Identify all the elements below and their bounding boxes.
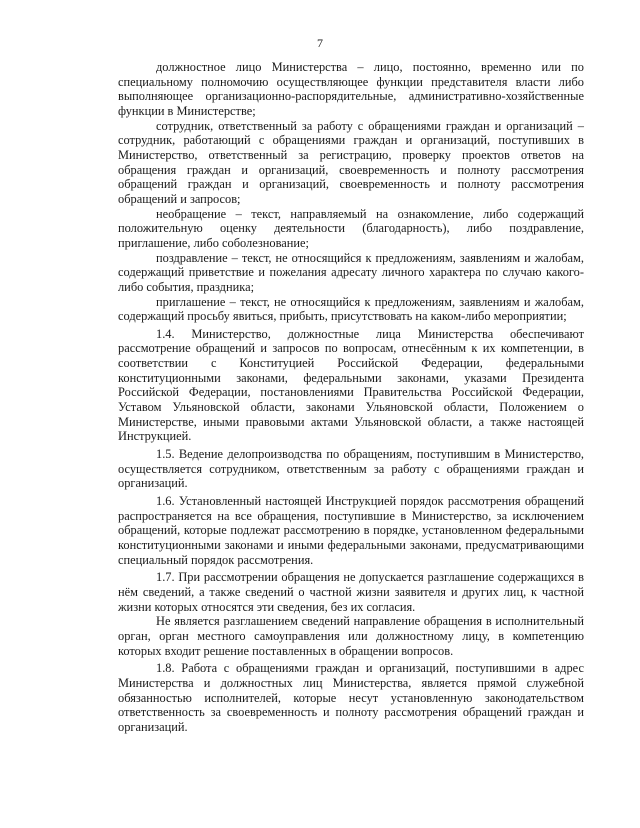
clause-1-8: 1.8. Работа с обращениями граждан и организаций, поступившими в адрес Министерства и должностных лиц Министерства, является прямой служебной обязанностью исполнителей, которые несут установленную законодательством ответственность за своевременность и полноту рассмотрения обращений граждан и организаций. [118,661,584,734]
clause-1-4: 1.4. Министерство, должностные лица Министерства обеспечивают рассмотрение обращений и запросов по вопросам, отнесённым к их компетенции, в соответствии с Конституцией Российской Федерации, федеральными конституционными законами, федеральными законами, указами Президента Российской Федерации, постановлениями Правительства Российской Федерации, Уставом Ульяновской области, законами Ульяновской области, Положением о Министерстве, иными правовыми актами Ульяновской области, а также настоящей Инструкцией. [118,326,584,444]
page-number: 7 [317,36,323,50]
definition-responsible-employee: сотрудник, ответственный за работу с обращениями граждан и организаций – сотрудник, работающий с обращениями граждан и организаций, поступивших в Министерство, ответственный за регистрацию, проверку проектов ответов на обращения граждан и организаций, своевременность и полноту рассмотрения обращений граждан и организаций, своевременность и полноту рассмотрения обращений и запросов; [118,118,584,206]
clause-1-7: 1.7. При рассмотрении обращения не допускается разглашение содержащихся в нём сведений, а также сведений о частной жизни заявителя и других лиц, к частной жизни которых относятся эти сведения, без их согласия. [118,570,584,614]
clause-1-5: 1.5. Ведение делопроизводства по обращениям, поступившим в Министерство, осуществляется сотрудником, ответственным за работу с обращениями граждан и организаций. [118,447,584,491]
clause-1-6: 1.6. Установленный настоящей Инструкцией порядок рассмотрения обращений распространяется на все обращения, поступившие в Министерство, за исключением обращений, которые подлежат рассмотрению в порядке, установленном федеральными конституционными законами и иными федеральными законами, предусматривающими специальный порядок рассмотрения. [118,494,584,567]
document-body [118,60,584,735]
definition-official: должностное лицо Министерства – лицо, постоянно, временно или по специальному полномочию осуществляющее функции представителя власти либо выполняющее организационно-распорядительные, административно-хозяйственные функции в Министерстве; [118,60,584,118]
clause-1-7-note: Не является разглашением сведений направление обращения в исполнительный орган, орган местного самоуправления или должностному лицу, в компетенцию которых входит решение поставленных в обращении вопросов. [118,614,584,658]
definition-non-appeal: необращение – текст, направляемый на ознакомление, либо содержащий положительную оценку деятельности (благодарность), либо поздравление, приглашение, либо соболезнование; [118,206,584,250]
definition-congratulation: поздравление – текст, не относящийся к предложениям, заявлениям и жалобам, содержащий приветствие и пожелания адресату личного характера по случаю какого-либо события, праздника; [118,250,584,294]
definition-invitation: приглашение – текст, не относящийся к предложениям, заявлениям и жалобам, содержащий просьбу явиться, прибыть, присутствовать на каком-либо мероприятии; [118,294,584,324]
